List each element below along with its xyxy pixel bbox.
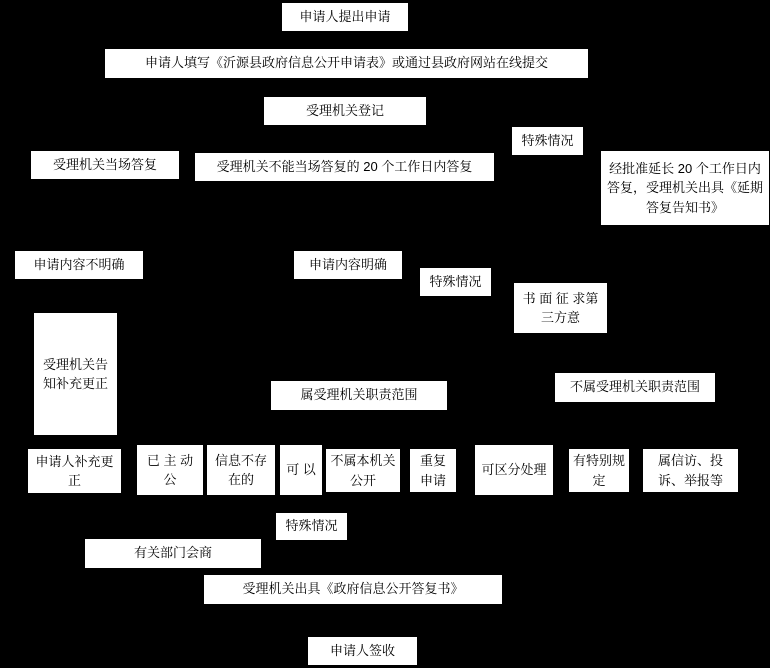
- flowchart-node-n6: 受理机关不能当场答复的 20 个工作日内答复: [194, 152, 495, 182]
- flowchart-node-n19: 不属本机关公开: [325, 448, 401, 493]
- flowchart-node-n23: 属信访、投诉、举报等: [642, 448, 739, 493]
- flowchart-node-n3: 受理机关登记: [263, 96, 427, 126]
- flowchart-node-n13: 属受理机关职责范围: [270, 380, 448, 411]
- flowchart-node-n25: 有关部门会商: [84, 538, 262, 569]
- flowchart-node-n14: 不属受理机关职责范围: [554, 372, 716, 403]
- flowchart-node-n7: 经批准延长 20 个工作日内答复，受理机关出具《延期答复告知书》: [600, 150, 770, 226]
- flowchart-node-n2: 申请人填写《沂源县政府信息公开申请表》或通过县政府网站在线提交: [104, 48, 589, 79]
- flowchart-node-n20: 重复申请: [409, 448, 457, 493]
- flowchart-node-n22: 有特别规定: [568, 448, 630, 493]
- flowchart-node-n8: 申请内容不明确: [14, 250, 144, 280]
- flowchart-node-n11: 书 面 征 求第三方意: [513, 282, 608, 334]
- flowchart-node-n9: 申请内容明确: [293, 250, 403, 280]
- flowchart-node-n1: 申请人提出申请: [281, 2, 409, 32]
- flowchart-node-n15: 申请人补充更正: [27, 448, 122, 494]
- flowchart-node-n24: 特殊情况: [275, 512, 348, 541]
- flowchart-node-n10: 特殊情况: [419, 267, 492, 297]
- flowchart-node-n18: 可 以: [279, 444, 323, 496]
- flowchart-node-n26: 受理机关出具《政府信息公开答复书》: [203, 574, 503, 605]
- flowchart-node-n17: 信息不存在的: [206, 444, 276, 496]
- flowchart-node-n12: 受理机关告知补充更正: [33, 312, 118, 436]
- flowchart-node-n16: 已 主 动 公: [136, 444, 204, 496]
- flowchart-node-n5: 受理机关当场答复: [30, 150, 180, 180]
- flowchart-node-n21: 可区分处理: [474, 444, 554, 496]
- flowchart-node-n27: 申请人签收: [307, 636, 418, 666]
- flowchart-node-n4: 特殊情况: [511, 126, 584, 156]
